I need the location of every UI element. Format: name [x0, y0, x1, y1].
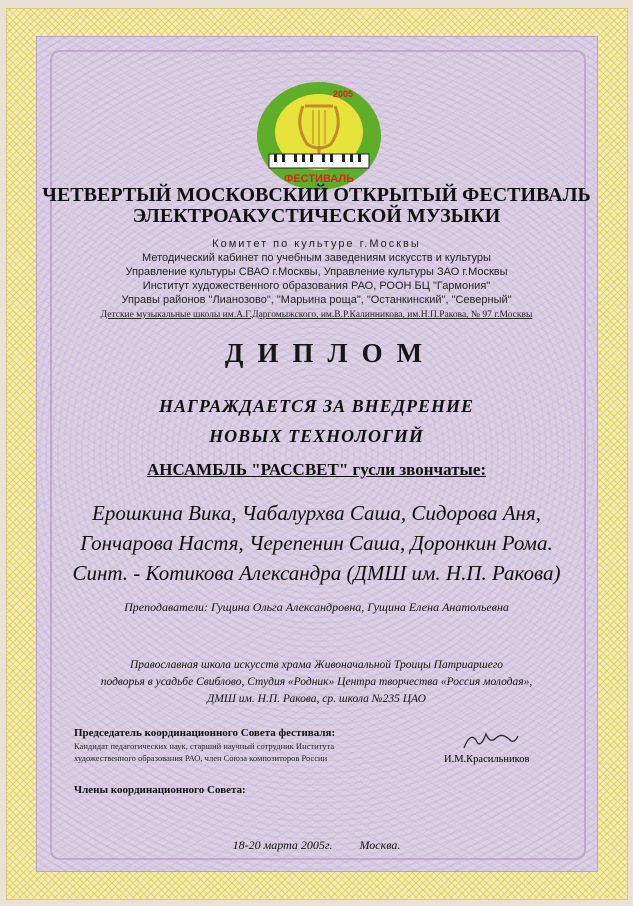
festival-title-line2: ЭЛЕКТРОАКУСТИЧЕСКОЙ МУЗЫКИ [132, 205, 501, 227]
chairman-description: художественного образования РАО, член Союза композиторов России [74, 753, 328, 763]
logo-banner: ФЕСТИВАЛЬ [283, 173, 355, 185]
members-line: Ерошкина Вика, Чабалурхва Саша, Сидорова Аня, [92, 501, 541, 525]
members-line: Гончарова Настя, Черепенин Саша, Доронкин Рома. [80, 531, 553, 555]
organizer-line: Детские музыкальные школы им.А.Г.Даргомыжского, им.В.Р.Калинникова, им.Н.П.Ракова, № 97 г.Москвы [100, 310, 533, 320]
organizer-line: Институт художественного образования РАО, РООН БЦ "Гармония" [142, 280, 491, 292]
chairman-name: И.М.Красильников [444, 754, 530, 765]
council-members-label: Члены координационного Совета: [74, 784, 246, 796]
school-line: подворья в усадьбе Свиблово, Студия «Родник» Центра творчества «Россия молодая», [100, 676, 533, 688]
organizer-line: Комитет по культуре г.Москвы [212, 238, 421, 250]
organizer-line: Управы районов "Лианозово", "Марьина роща", "Останкинский", "Северный" [121, 294, 512, 306]
chairman-description: Кандидат педагогических наук, старший научный сотрудник Института [74, 741, 335, 751]
signature-mark [460, 728, 520, 754]
members-line: Синт. - Котикова Александра (ДМШ им. Н.П. Ракова) [72, 561, 561, 585]
event-place: Москва. [359, 838, 401, 852]
ensemble-name: АНСАМБЛЬ "РАССВЕТ" гусли звончатые: [146, 460, 487, 479]
organizer-line: Управление культуры СВАО г.Москвы, Управление культуры ЗАО г.Москвы [125, 266, 508, 278]
award-line2: НОВЫХ ТЕХНОЛОГИЙ [209, 426, 424, 446]
festival-logo [255, 80, 383, 198]
piano-keys-icon [269, 154, 369, 168]
organizer-line: Методический кабинет по учебным заведениям искусств и культуры [142, 252, 491, 264]
award-line1: НАГРАЖДАЕТСЯ ЗА ВНЕДРЕНИЕ [158, 396, 474, 416]
event-date: 18-20 марта 2005г. [232, 838, 333, 852]
school-line: Православная школа искусств храма Живоначальной Троицы Патриаршего [129, 659, 504, 671]
chairman-title: Председатель координационного Совета фестиваля: [74, 727, 336, 739]
school-line: ДМШ им. Н.П. Ракова, ср. школа №235 ЦАО [207, 693, 426, 705]
teachers-line: Преподаватели: Гущина Ольга Александровна, Гущина Елена Анатольевна [124, 600, 509, 614]
festival-title-line1: ЧЕТВЕРТЫЙ МОСКОВСКИЙ ОТКРЫТЫЙ ФЕСТИВАЛЬ [42, 184, 591, 206]
diploma-heading: ДИПЛОМ [224, 338, 437, 368]
date-place [0, 838, 633, 853]
logo-year: 2005 [333, 89, 354, 99]
